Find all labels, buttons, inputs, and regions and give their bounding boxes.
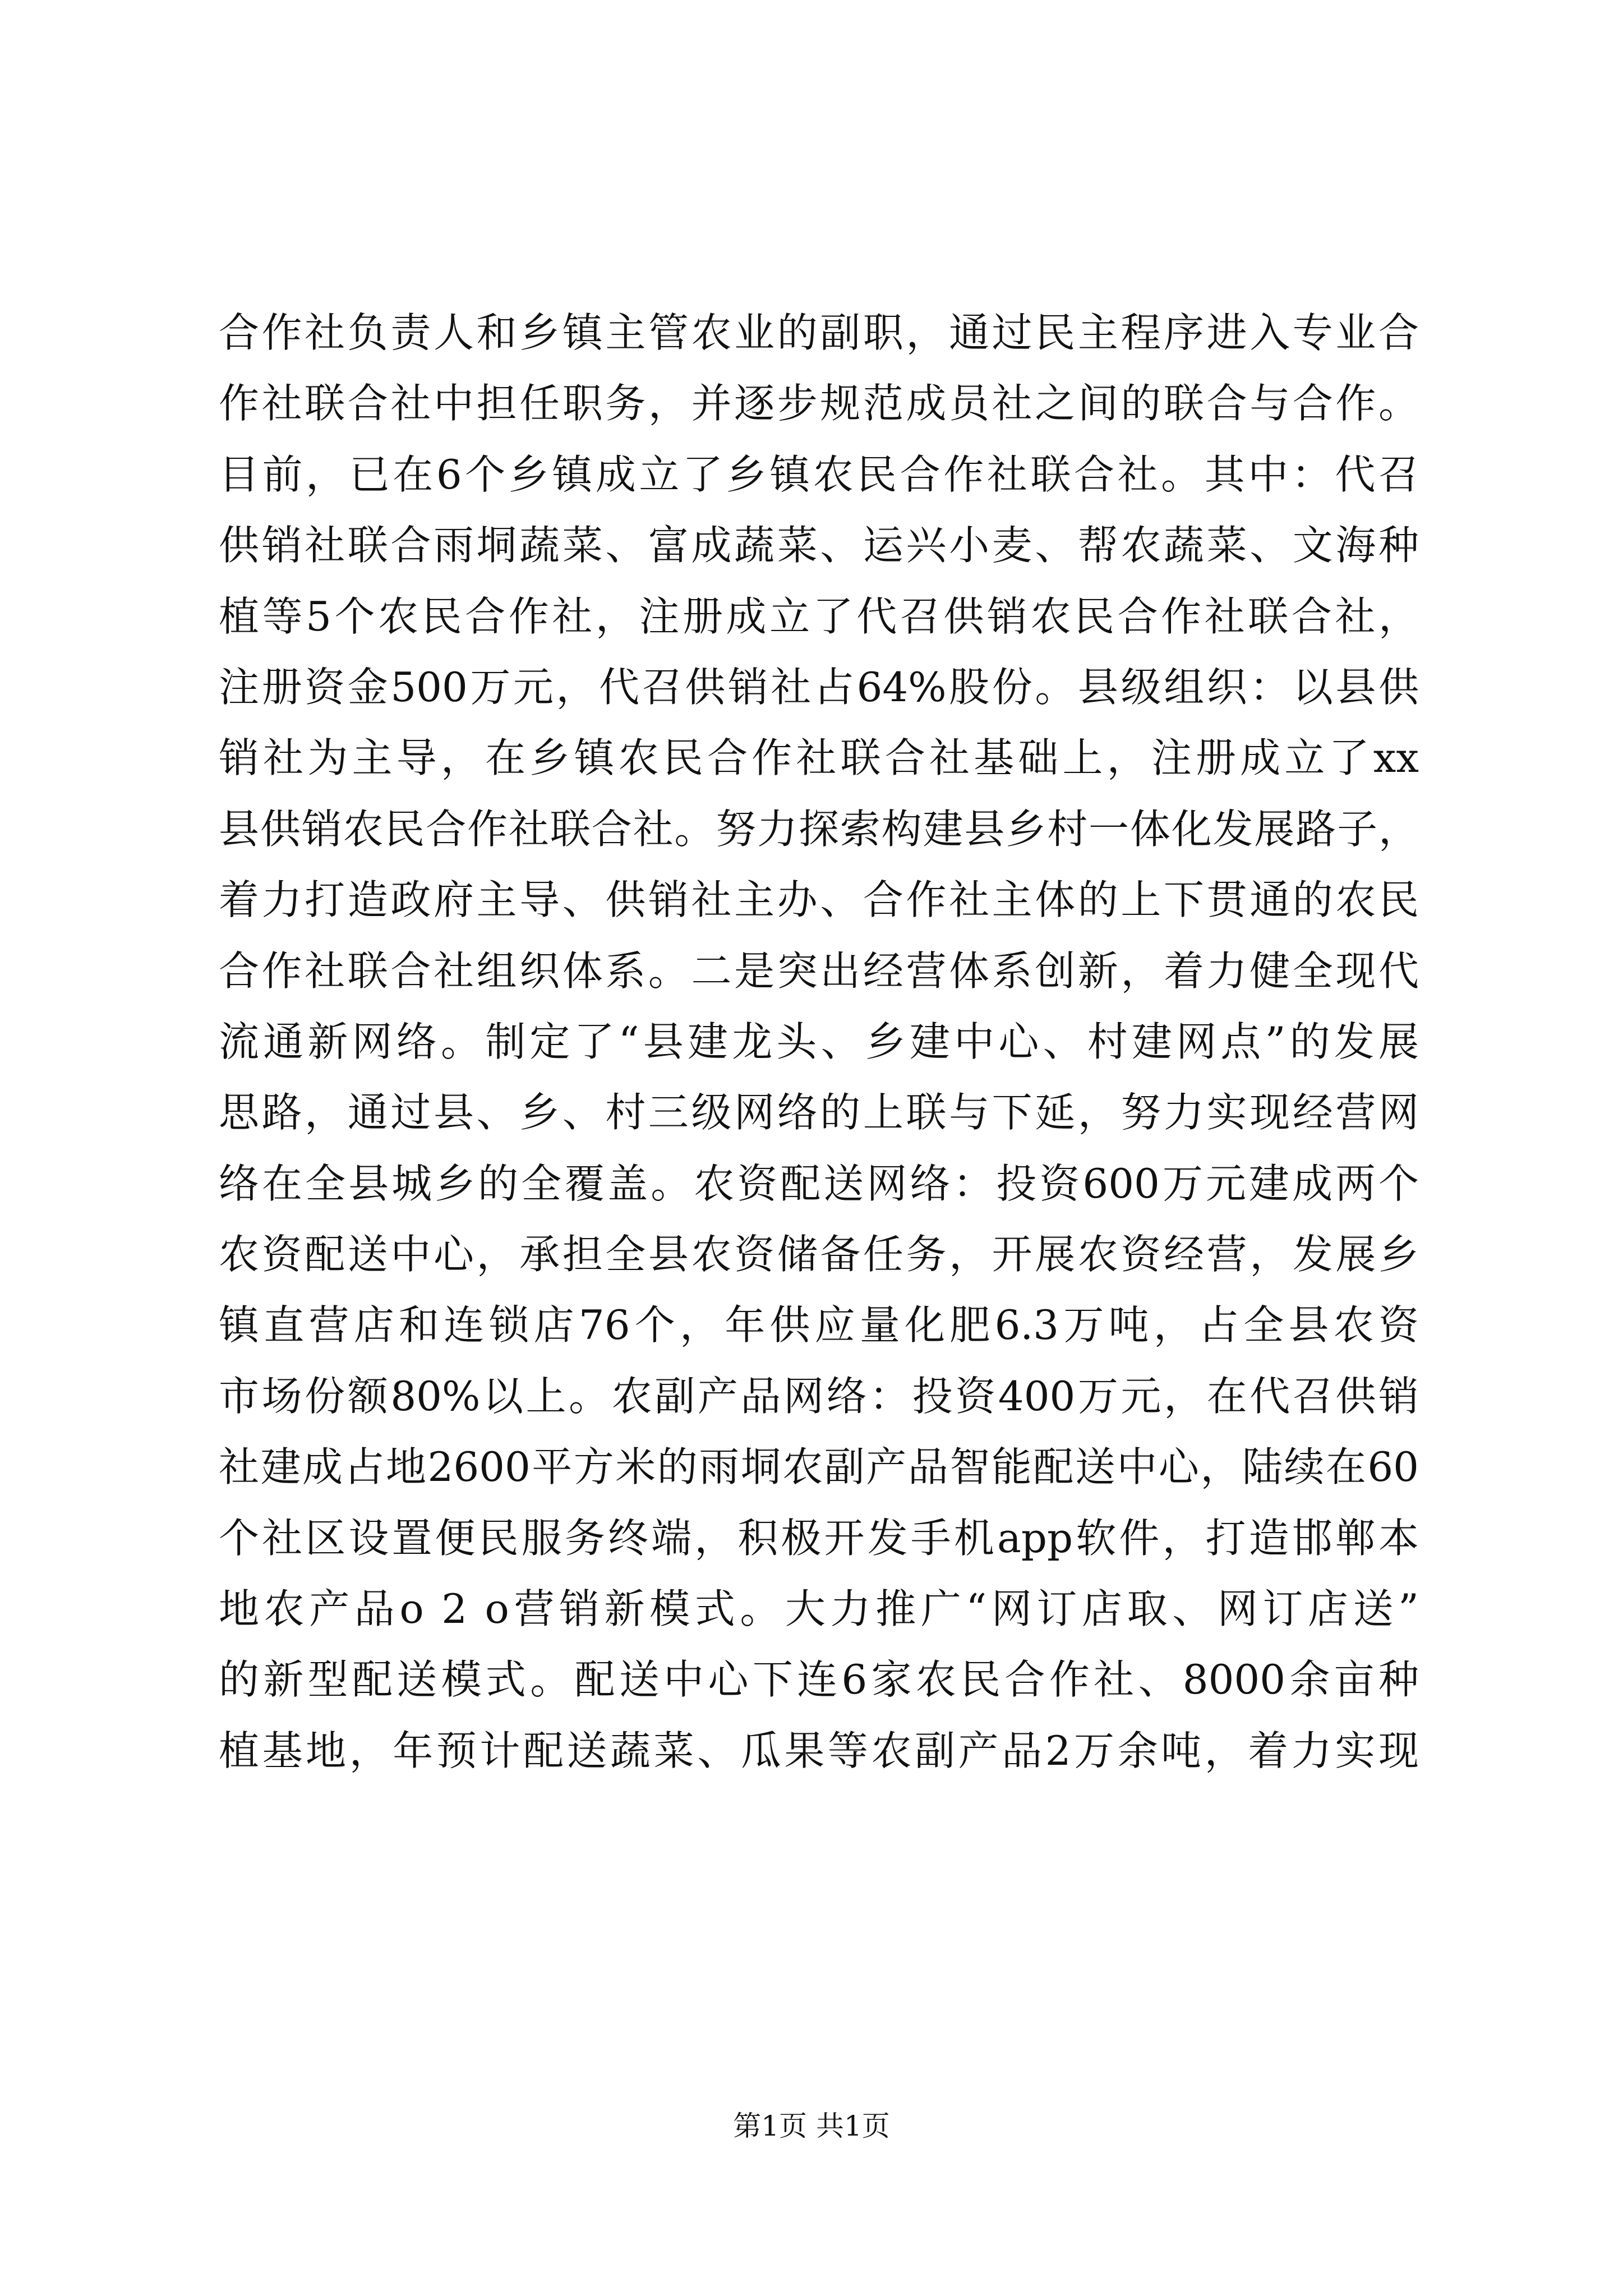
text-line: 市场份额80%以上。农副产品网络：投资400万元，在代召供销 (219, 1372, 1419, 1420)
text-line: 农资配送中心，承担全县农资储备任务，开展农资经营，发展乡 (219, 1231, 1419, 1278)
text-line: 流通新网络。制定了“县建龙头、乡建中心、村建网点”的发展 (219, 1018, 1419, 1065)
text-line: 供销社联合雨垌蔬菜、富成蔬菜、运兴小麦、帮农蔬菜、文海种 (219, 522, 1419, 569)
text-line: 注册资金500万元，代召供销社占64%股份。县级组织：以县供 (219, 663, 1419, 711)
text-line: 合作社联合社组织体系。二是突出经营体系创新，着力健全现代 (219, 947, 1419, 995)
text-line: 植基地，年预计配送蔬菜、瓜果等农副产品2万余吨，着力实现 (219, 1727, 1419, 1774)
text-line: 的新型配送模式。配送中心下连6家农民合作社、8000余亩种 (219, 1656, 1419, 1704)
text-line: 社建成占地2600平方米的雨垌农副产品智能配送中心，陆续在60 (219, 1443, 1419, 1491)
text-line: 植等5个农民合作社，注册成立了代召供销农民合作社联合社， (219, 592, 1419, 640)
text-line: 作社联合社中担任职务，并逐步规范成员社之间的联合与合作。 (219, 380, 1419, 427)
text-line: 县供销农民合作社联合社。努力探索构建县乡村一体化发展路子， (219, 805, 1419, 853)
text-line: 个社区设置便民服务终端，积极开发手机app软件，打造邯郸本 (219, 1514, 1419, 1562)
text-line: 合作社负责人和乡镇主管农业的副职，通过民主程序进入专业合 (219, 309, 1419, 356)
text-line: 镇直营店和连锁店76个，年供应量化肥6.3万吨，占全县农资 (219, 1301, 1419, 1349)
body-text (219, 297, 1419, 1786)
page-number-footer: 第1页 共1页 (733, 2110, 890, 2142)
text-line: 目前，已在6个乡镇成立了乡镇农民合作社联合社。其中：代召 (219, 450, 1419, 498)
text-line: 思路，通过县、乡、村三级网络的上联与下延，努力实现经营网 (219, 1089, 1419, 1137)
text-line: 着力打造政府主导、供销社主办、合作社主体的上下贯通的农民 (219, 876, 1419, 924)
text-line: 络在全县城乡的全覆盖。农资配送网络：投资600万元建成两个 (219, 1159, 1419, 1207)
text-line: 地农产品o 2 o营销新模式。大力推广“网订店取、网订店送” (219, 1585, 1419, 1633)
text-line: 销社为主导，在乡镇农民合作社联合社基础上，注册成立了xx (219, 734, 1419, 782)
